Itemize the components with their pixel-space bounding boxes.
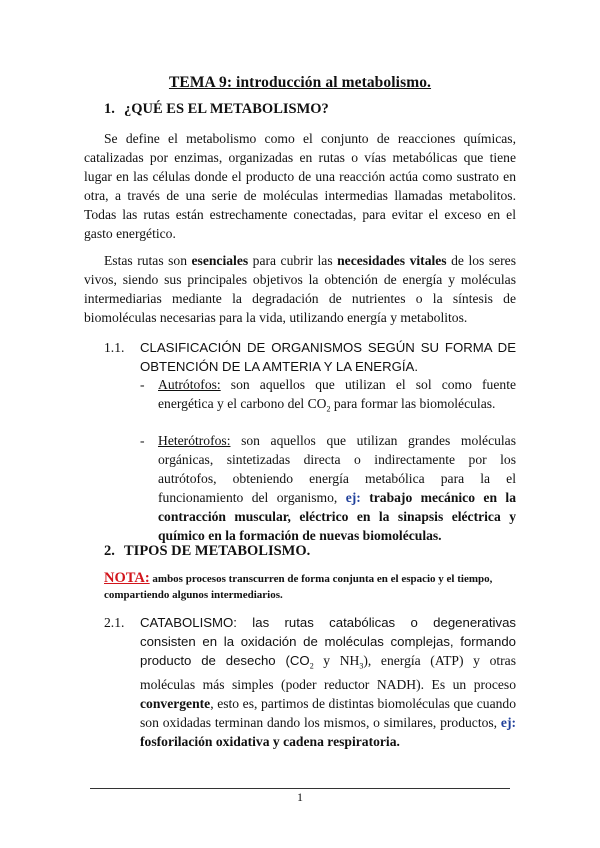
subscript: 3	[359, 661, 364, 671]
text-run: ), energía (ATP) y otras moléculas más simples (poder reductor NADH). Es un proceso	[140, 652, 516, 693]
nota-block	[104, 570, 516, 603]
page-number: 1	[297, 790, 303, 804]
bullet-dash: -	[140, 433, 145, 448]
term-label: Heterótrofos:	[158, 433, 231, 448]
section-title: ¿QUÉ ES EL METABOLISMO?	[124, 101, 329, 117]
text-run: para cubrir las	[248, 253, 338, 268]
bold-run: esenciales	[191, 253, 249, 268]
paragraph-definition: Se define el metabolismo como el conjunto de reacciones químicas, catalizadas por enzimas, organizadas en rutas o vías metabólicas que tiene lugar en las células donde el producto de una reacción actúa como sustrato en otra, a través de una serie de moléculas intermedias llamadas metabolitos. Todas las rutas están estrechamente conectadas, para evitar el exceso en el gasto energético.	[84, 131, 516, 241]
text-run: y NH	[313, 652, 360, 668]
paragraph-esenciales	[84, 252, 516, 328]
bold-run: convergente	[140, 696, 211, 712]
bold-run: fosforilación oxidativa y cadena respiratoria.	[140, 734, 400, 750]
subscript: 2	[326, 404, 331, 414]
subsection-body	[140, 614, 516, 752]
subscript: 2	[309, 661, 314, 671]
list-item-body	[158, 376, 516, 420]
section-2-heading	[104, 543, 310, 560]
text-run: Estas rutas son	[104, 253, 192, 268]
subsection-number: 1.1.	[104, 340, 125, 355]
text-run: CATABOLISMO: las rutas catabólicas o degenerativas consisten en la oxidación de moléculas complejas, formando producto de desecho (CO	[140, 615, 516, 668]
term-label: Autrótofos:	[158, 377, 221, 392]
section-number: 2.	[104, 543, 115, 559]
text-run: son aquellos que utilizan el sol como fuente energética y el carbono del CO	[158, 377, 516, 411]
nota-text: ambos procesos transcurren de forma conjunta en el espacio y el tiempo, compartiendo algunos intermediarios.	[104, 573, 493, 601]
text-run: son aquellos que utilizan grandes moléculas orgánicas, sintetizadas directa o indirectamente por los autrótofos, obteniendo energía metabólica para la el funcionamiento del organismo,	[158, 433, 516, 505]
text-run: de los seres vivos, siendo sus principales objetivos la obtención de energía y moléculas intermediarias mediante la degradación de nutrientes o la síntesis de biomoléculas necesarias para la vida, utilizando energía y metabolitos.	[84, 253, 516, 325]
example-marker: ej:	[500, 715, 516, 731]
section-1-heading	[104, 101, 329, 118]
nota-label: NOTA:	[104, 570, 150, 586]
bullet-dash: -	[140, 377, 145, 392]
example-marker: ej:	[345, 489, 361, 505]
bold-run: trabajo mecánico en la contracción muscular, eléctrico en la sinapsis eléctrica y químico en la formación de nuevas biomoléculas.	[158, 489, 516, 543]
list-item-body	[158, 432, 516, 545]
bold-run: necesidades vitales	[337, 253, 447, 268]
section-number: 1.	[104, 101, 115, 117]
footer-divider	[90, 788, 510, 789]
subsection-title: CLASIFICACIÓN DE ORGANISMOS SEGÚN SU FORMA DE OBTENCIÓN DE LA AMTERIA Y LA ENERGÍA.	[140, 340, 516, 374]
page-title: TEMA 9: introducción al metabolismo.	[168, 74, 432, 91]
subsection-number: 2.1.	[104, 615, 125, 630]
text-run: , esto es, partimos de distintas biomoléculas que cuando son oxidadas terminan dando los mismos, o similares, productos,	[140, 696, 516, 731]
text-run: para formar las biomoléculas.	[330, 395, 496, 411]
section-title: TIPOS DE METABOLISMO.	[124, 543, 311, 559]
